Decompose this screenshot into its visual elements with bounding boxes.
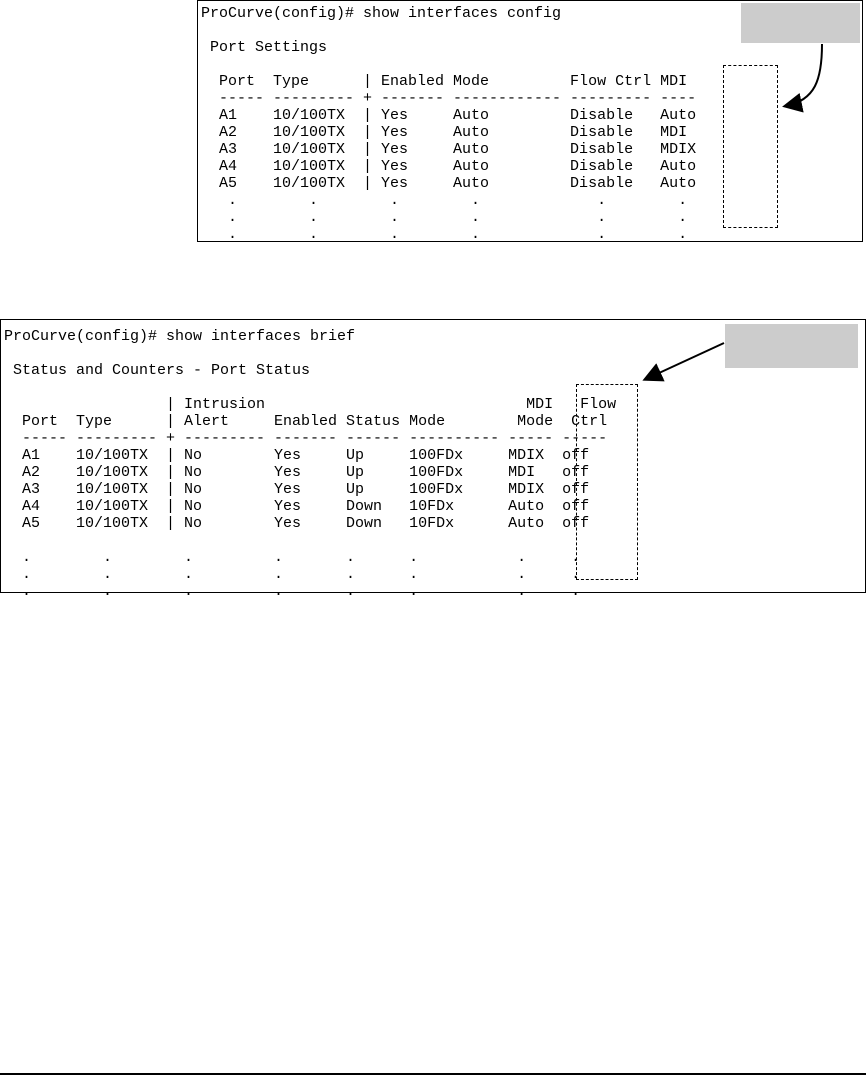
table-row: A5 10/100TX | Yes Auto Disable Auto: [201, 175, 697, 192]
ellipsis-row: . . . . . . . .: [4, 583, 581, 600]
section-title: Port Settings: [201, 39, 328, 56]
table-row: A3 10/100TX | Yes Auto Disable MDIX: [201, 141, 697, 158]
table-separator: ----- --------- + ------- ------------ --------- ----: [201, 90, 697, 107]
ellipsis-row: . . . . . . . .: [4, 566, 581, 583]
ellipsis-row: . . . . . .: [201, 226, 688, 243]
ellipsis-row: . . . . . . . .: [4, 549, 581, 566]
table-row: A1 10/100TX | Yes Auto Disable Auto: [201, 107, 697, 124]
command-line: ProCurve(config)# show interfaces config: [201, 5, 562, 22]
page-divider: [0, 1073, 866, 1075]
callout-arrow: [786, 44, 822, 106]
table-row: A2 10/100TX | No Yes Up 100FDx MDI off: [4, 464, 590, 481]
table-row: A2 10/100TX | Yes Auto Disable MDI: [201, 124, 688, 141]
table-header: Port Type | Enabled Mode Flow Ctrl MDI: [201, 73, 688, 90]
section-title: Status and Counters - Port Status: [4, 362, 311, 379]
table-row: A1 10/100TX | No Yes Up 100FDx MDIX off: [4, 447, 590, 464]
table-separator: ----- --------- + --------- ------- ------ ---------- ----- -----: [4, 430, 608, 447]
ellipsis-row: . . . . . .: [201, 209, 688, 226]
table-row: A5 10/100TX | No Yes Down 10FDx Auto off: [4, 515, 590, 532]
callout-arrow: [646, 343, 724, 379]
table-header: Port Type | Alert Enabled Status Mode Mode Ctrl: [4, 413, 608, 430]
ellipsis-row: . . . . . .: [201, 192, 688, 209]
table-row: A3 10/100TX | No Yes Up 100FDx MDIX off: [4, 481, 590, 498]
table-row: A4 10/100TX | Yes Auto Disable Auto: [201, 158, 697, 175]
table-header: | Intrusion MDI Flow: [4, 396, 617, 413]
command-line: ProCurve(config)# show interfaces brief: [4, 328, 356, 345]
table-row: A4 10/100TX | No Yes Down 10FDx Auto off: [4, 498, 590, 515]
